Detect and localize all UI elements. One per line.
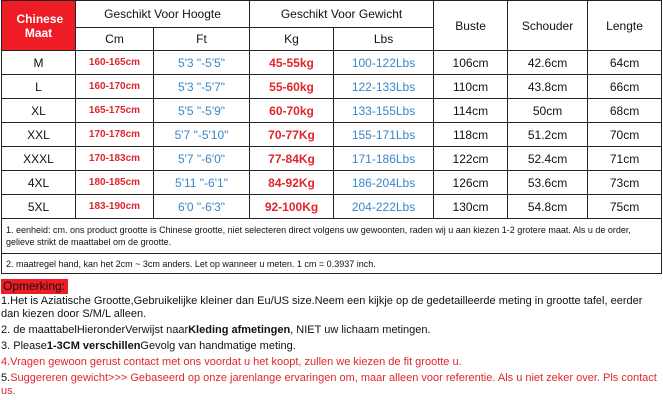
remarks-section xyxy=(1,279,661,398)
length-cell: 70cm xyxy=(588,123,662,147)
length-cell: 64cm xyxy=(588,51,662,75)
height-ft-cell: 6'0 "-6'3" xyxy=(154,195,250,219)
size-cell: M xyxy=(2,51,76,75)
bust-cell: 130cm xyxy=(434,195,508,219)
remark-line-2: 2. de maattabelHieronderVerwijst naarKleding afmetingen, NIET uw lichaam metingen. xyxy=(1,324,431,336)
weight-lbs-cell: 204-222Lbs xyxy=(334,195,434,219)
height-cm-cell: 160-170cm xyxy=(76,75,154,99)
size-cell: XL xyxy=(2,99,76,123)
table-row xyxy=(2,123,662,147)
weight-kg-cell: 45-55kg xyxy=(250,51,334,75)
size-cell: XXL xyxy=(2,123,76,147)
table-row xyxy=(2,171,662,195)
shoulder-cell: 43.8cm xyxy=(508,75,588,99)
weight-kg-cell: 84-92Kg xyxy=(250,171,334,195)
table-row xyxy=(2,51,662,75)
shoulder-header: Schouder xyxy=(508,1,588,51)
height-cm-cell: 170-183cm xyxy=(76,147,154,171)
chinese-size-header: Chinese Maat xyxy=(2,1,76,51)
shoulder-cell: 54.8cm xyxy=(508,195,588,219)
table-row xyxy=(2,195,662,219)
length-cell: 68cm xyxy=(588,99,662,123)
height-cm-cell: 170-178cm xyxy=(76,123,154,147)
weight-kg-cell: 92-100Kg xyxy=(250,195,334,219)
height-ft-cell: 5'7 "-6'0" xyxy=(154,147,250,171)
remark-line-1: 1.Het is Aziatische Grootte,Gebruikelijke kleiner dan Eu/US size.Neem een kijkje op de gedetailleerde meting in grootte tafel, eerder dan kiezen door S/M/L alleen. xyxy=(1,295,643,320)
shoulder-cell: 50cm xyxy=(508,99,588,123)
height-cm-cell: 180-185cm xyxy=(76,171,154,195)
length-cell: 75cm xyxy=(588,195,662,219)
bust-cell: 114cm xyxy=(434,99,508,123)
weight-kg-cell: 70-77Kg xyxy=(250,123,334,147)
table-row xyxy=(2,75,662,99)
height-ft-cell: 5'7 "-5'10" xyxy=(154,123,250,147)
shoulder-cell: 42.6cm xyxy=(508,51,588,75)
kg-header: Kg xyxy=(250,28,334,51)
table-row xyxy=(2,99,662,123)
height-cm-cell: 160-165cm xyxy=(76,51,154,75)
ft-header: Ft xyxy=(154,28,250,51)
size-cell: 5XL xyxy=(2,195,76,219)
height-ft-cell: 5'11 "-6'1" xyxy=(154,171,250,195)
height-ft-cell: 5'5 "-5'9" xyxy=(154,99,250,123)
length-header: Lengte xyxy=(588,1,662,51)
remark-line-5: 5.Suggereren gewicht>>> Gebaseerd op onze jarenlange ervaringen om, maar alleen voor referentie. Als u niet zeker over. Pls contact us. xyxy=(1,372,657,397)
weight-lbs-cell: 100-122Lbs xyxy=(334,51,434,75)
remark-line-3: 3. Please1-3CM verschillenGevolg van handmatige meting. xyxy=(1,340,296,352)
lbs-header: Lbs xyxy=(334,28,434,51)
height-cm-cell: 183-190cm xyxy=(76,195,154,219)
bust-cell: 106cm xyxy=(434,51,508,75)
note-unit: 1. eenheid: cm. ons product grootte is Chinese grootte, niet selecteren direct volgens uw gewoonten, raden wij u aan kiezen 1-2 grotere maat. Als u de order, gelieve strikt de maattabel om de grootte. xyxy=(2,219,662,254)
weight-kg-cell: 60-70kg xyxy=(250,99,334,123)
weight-lbs-cell: 155-171Lbs xyxy=(334,123,434,147)
bust-cell: 122cm xyxy=(434,147,508,171)
shoulder-cell: 53.6cm xyxy=(508,171,588,195)
length-cell: 66cm xyxy=(588,75,662,99)
length-cell: 71cm xyxy=(588,147,662,171)
height-fit-header: Geschikt Voor Hoogte xyxy=(76,1,250,28)
weight-kg-cell: 77-84Kg xyxy=(250,147,334,171)
table-row xyxy=(2,147,662,171)
note-measurement: 2. maatregel hand, kan het 2cm ~ 3cm anders. Let op wanneer u meten. 1 cm = 0.3937 inch. xyxy=(2,254,662,274)
weight-kg-cell: 55-60kg xyxy=(250,75,334,99)
bust-cell: 110cm xyxy=(434,75,508,99)
size-table xyxy=(1,0,662,274)
bust-cell: 118cm xyxy=(434,123,508,147)
height-ft-cell: 5'3 "-5'5" xyxy=(154,51,250,75)
weight-lbs-cell: 133-155Lbs xyxy=(334,99,434,123)
size-cell: L xyxy=(2,75,76,99)
length-cell: 73cm xyxy=(588,171,662,195)
weight-lbs-cell: 122-133Lbs xyxy=(334,75,434,99)
height-ft-cell: 5'3 "-5'7" xyxy=(154,75,250,99)
cm-header: Cm xyxy=(76,28,154,51)
bust-header: Buste xyxy=(434,1,508,51)
size-cell: 4XL xyxy=(2,171,76,195)
weight-fit-header: Geschikt Voor Gewicht xyxy=(250,1,434,28)
remark-line-4: 4.Vragen gewoon gerust contact met ons voordat u het koopt, zullen we kiezen de fit grootte u. xyxy=(1,356,462,368)
remarks-title: Opmerking: xyxy=(1,279,68,294)
weight-lbs-cell: 186-204Lbs xyxy=(334,171,434,195)
weight-lbs-cell: 171-186Lbs xyxy=(334,147,434,171)
height-cm-cell: 165-175cm xyxy=(76,99,154,123)
shoulder-cell: 51.2cm xyxy=(508,123,588,147)
bust-cell: 126cm xyxy=(434,171,508,195)
shoulder-cell: 52.4cm xyxy=(508,147,588,171)
size-cell: XXXL xyxy=(2,147,76,171)
